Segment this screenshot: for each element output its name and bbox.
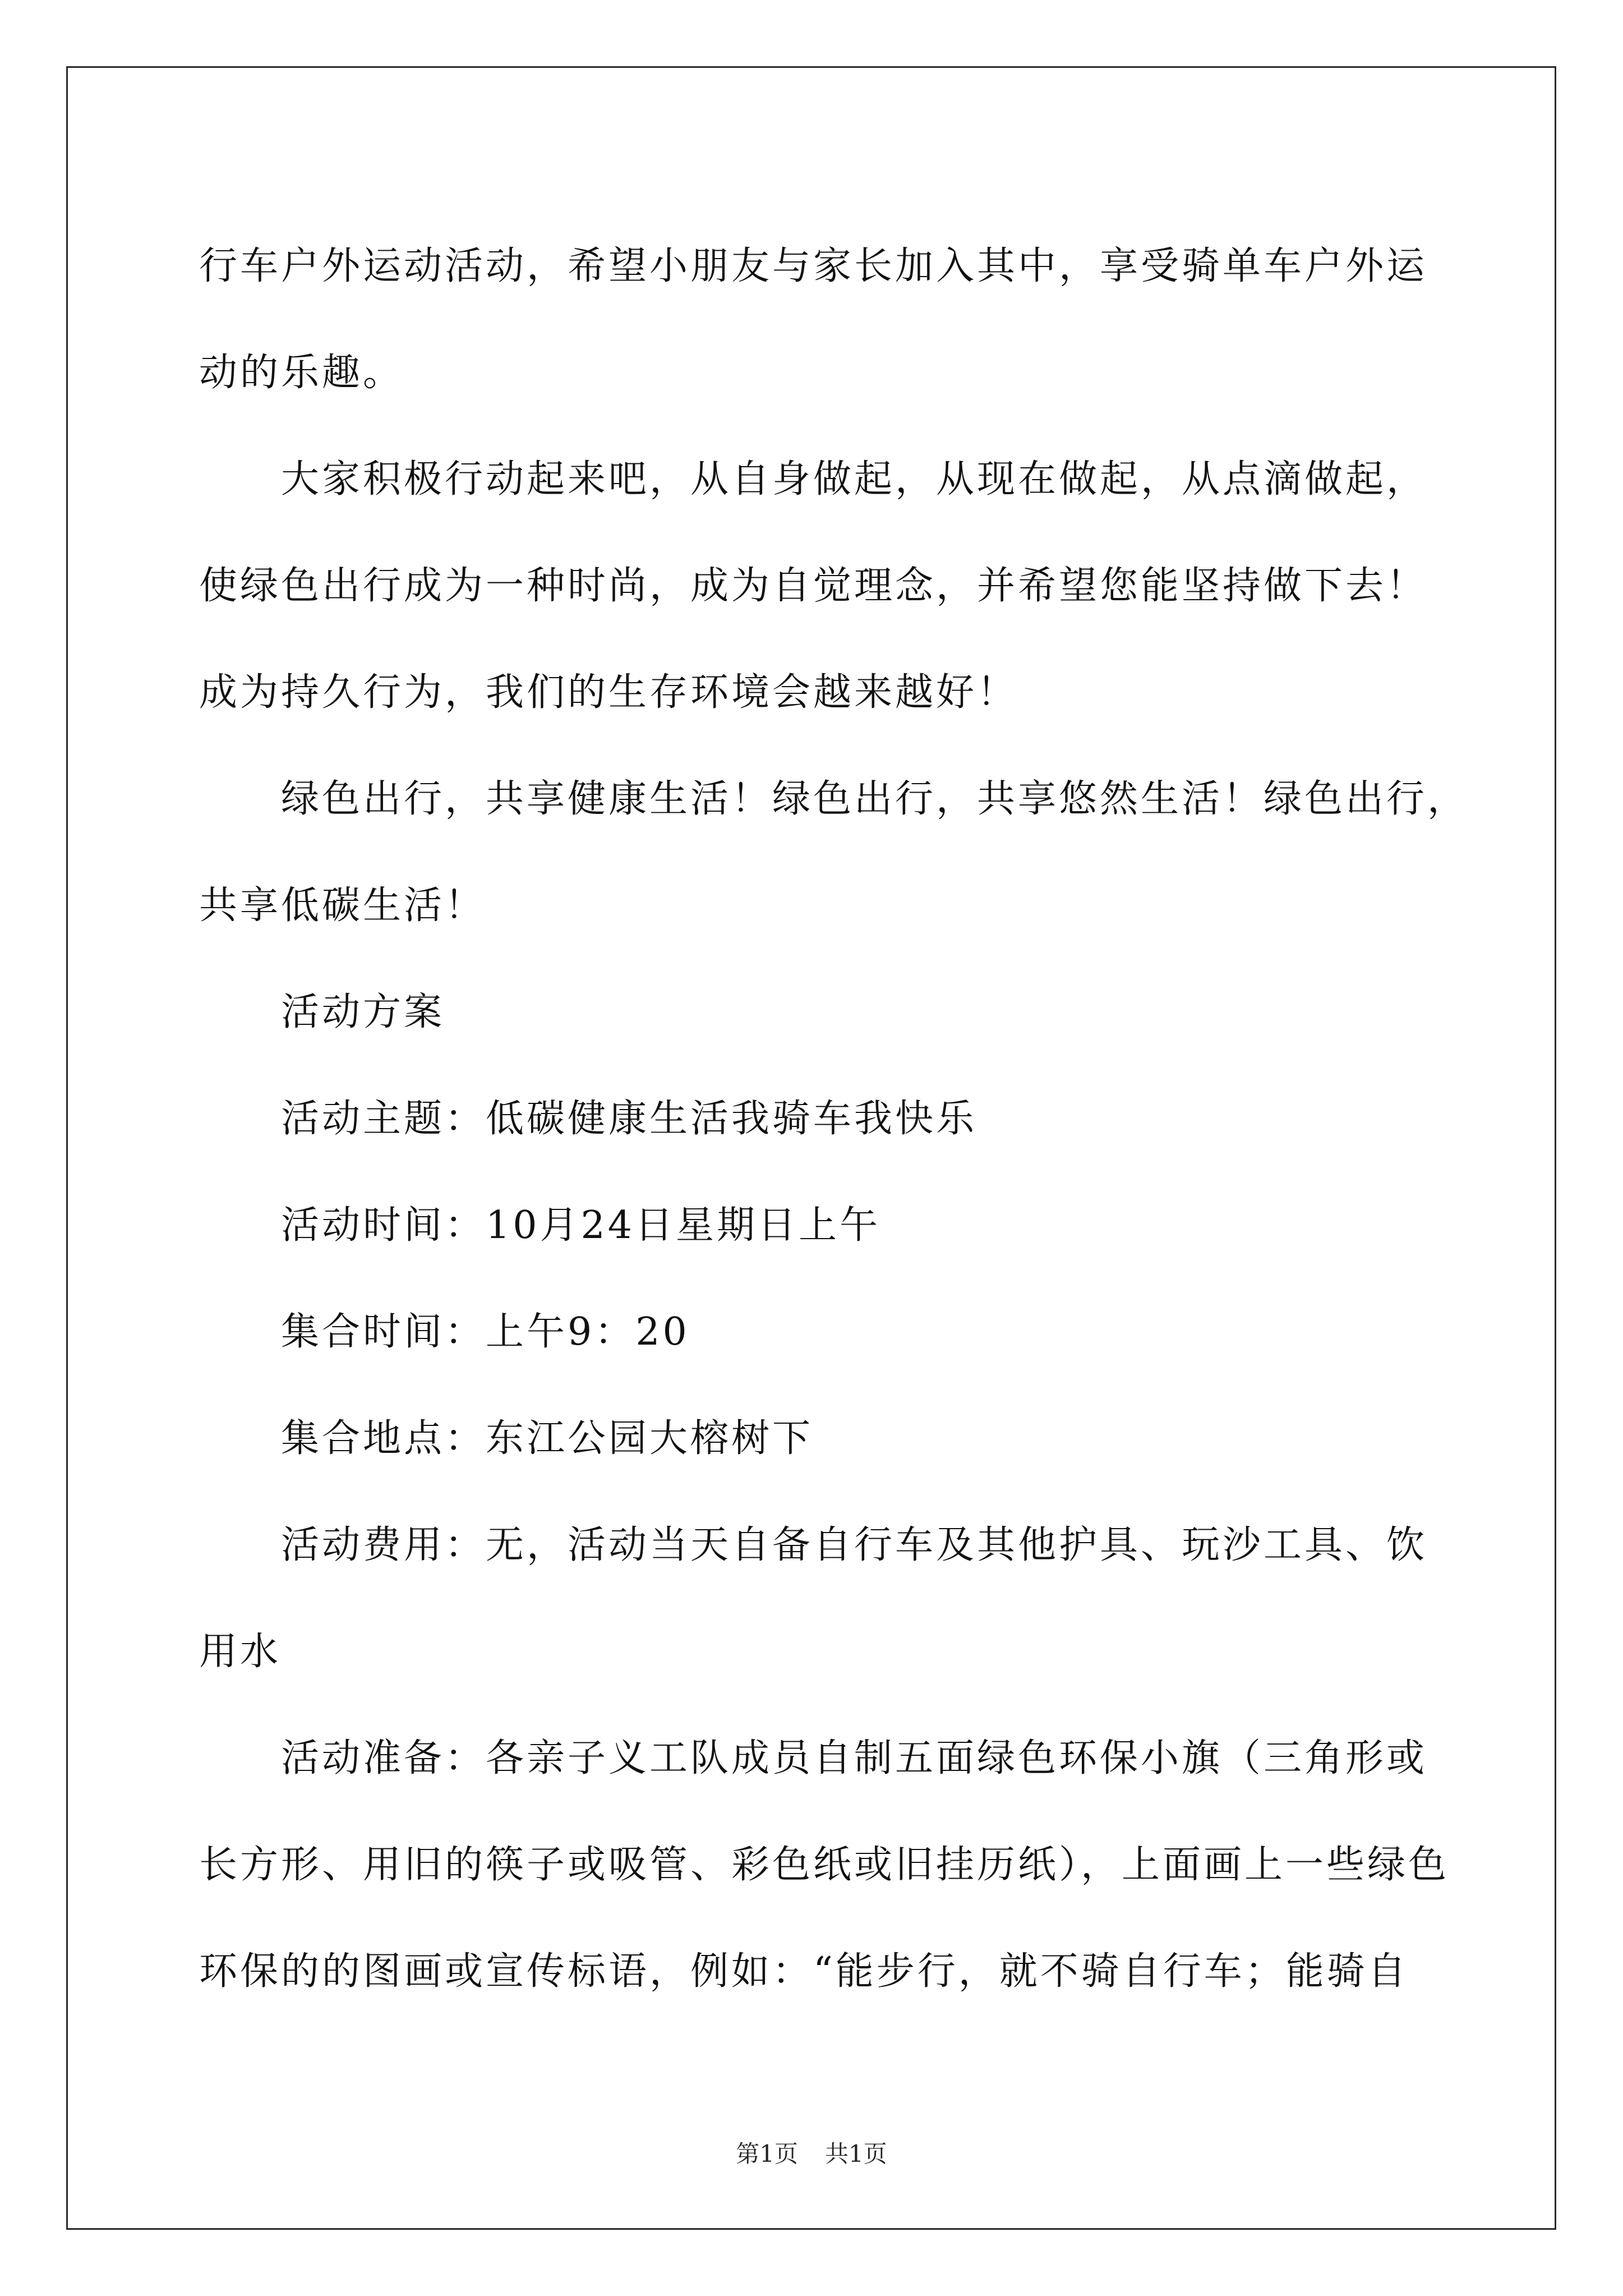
gathering-time: 集合时间：上午9：20 — [281, 1310, 690, 1354]
gathering-place: 集合地点：东江公园大榕树下 — [281, 1416, 814, 1461]
text-line: 大家积极行动起来吧，从自身做起，从现在做起，从点滴做起， — [281, 457, 1428, 501]
text-line: 行车户外运动活动，希望小朋友与家长加入其中，享受骑单车户外运 — [199, 244, 1428, 288]
document-body — [199, 213, 1469, 2025]
text-line: 绿色出行，共享健康生活！绿色出行，共享悠然生活！绿色出行， — [281, 777, 1469, 821]
text-line: 成为持久行为，我们的生存环境会越来越好！ — [199, 670, 1018, 715]
text-line: 长方形、用旧的筷子或吸管、彩色纸或旧挂历纸），上面画上一些绿色 — [199, 1843, 1450, 1887]
section-heading: 活动方案 — [281, 990, 445, 1034]
page-total: 共1页 — [825, 2140, 887, 2168]
text-line: 共享低碳生活！ — [199, 884, 486, 928]
text-line: 用水 — [199, 1630, 282, 1674]
text-line: 环保的的图画或宣传标语，例如：“能步行，就不骑自行车；能骑自 — [199, 1949, 1409, 1994]
page-footer — [0, 2137, 1623, 2171]
page-number: 第1页 — [736, 2140, 798, 2168]
activity-theme: 活动主题：低碳健康生活我骑车我快乐 — [281, 1097, 978, 1141]
text-line: 使绿色出行成为一种时尚，成为自觉理念，并希望您能坚持做下去！ — [199, 564, 1428, 608]
activity-cost: 活动费用：无，活动当天自备自行车及其他护具、玩沙工具、饮 — [281, 1523, 1428, 1567]
activity-preparation: 活动准备：各亲子义工队成员自制五面绿色环保小旗（三角形或 — [281, 1736, 1428, 1780]
text-line: 动的乐趣。 — [199, 351, 404, 395]
activity-time: 活动时间：10月24日星期日上午 — [281, 1203, 881, 1248]
